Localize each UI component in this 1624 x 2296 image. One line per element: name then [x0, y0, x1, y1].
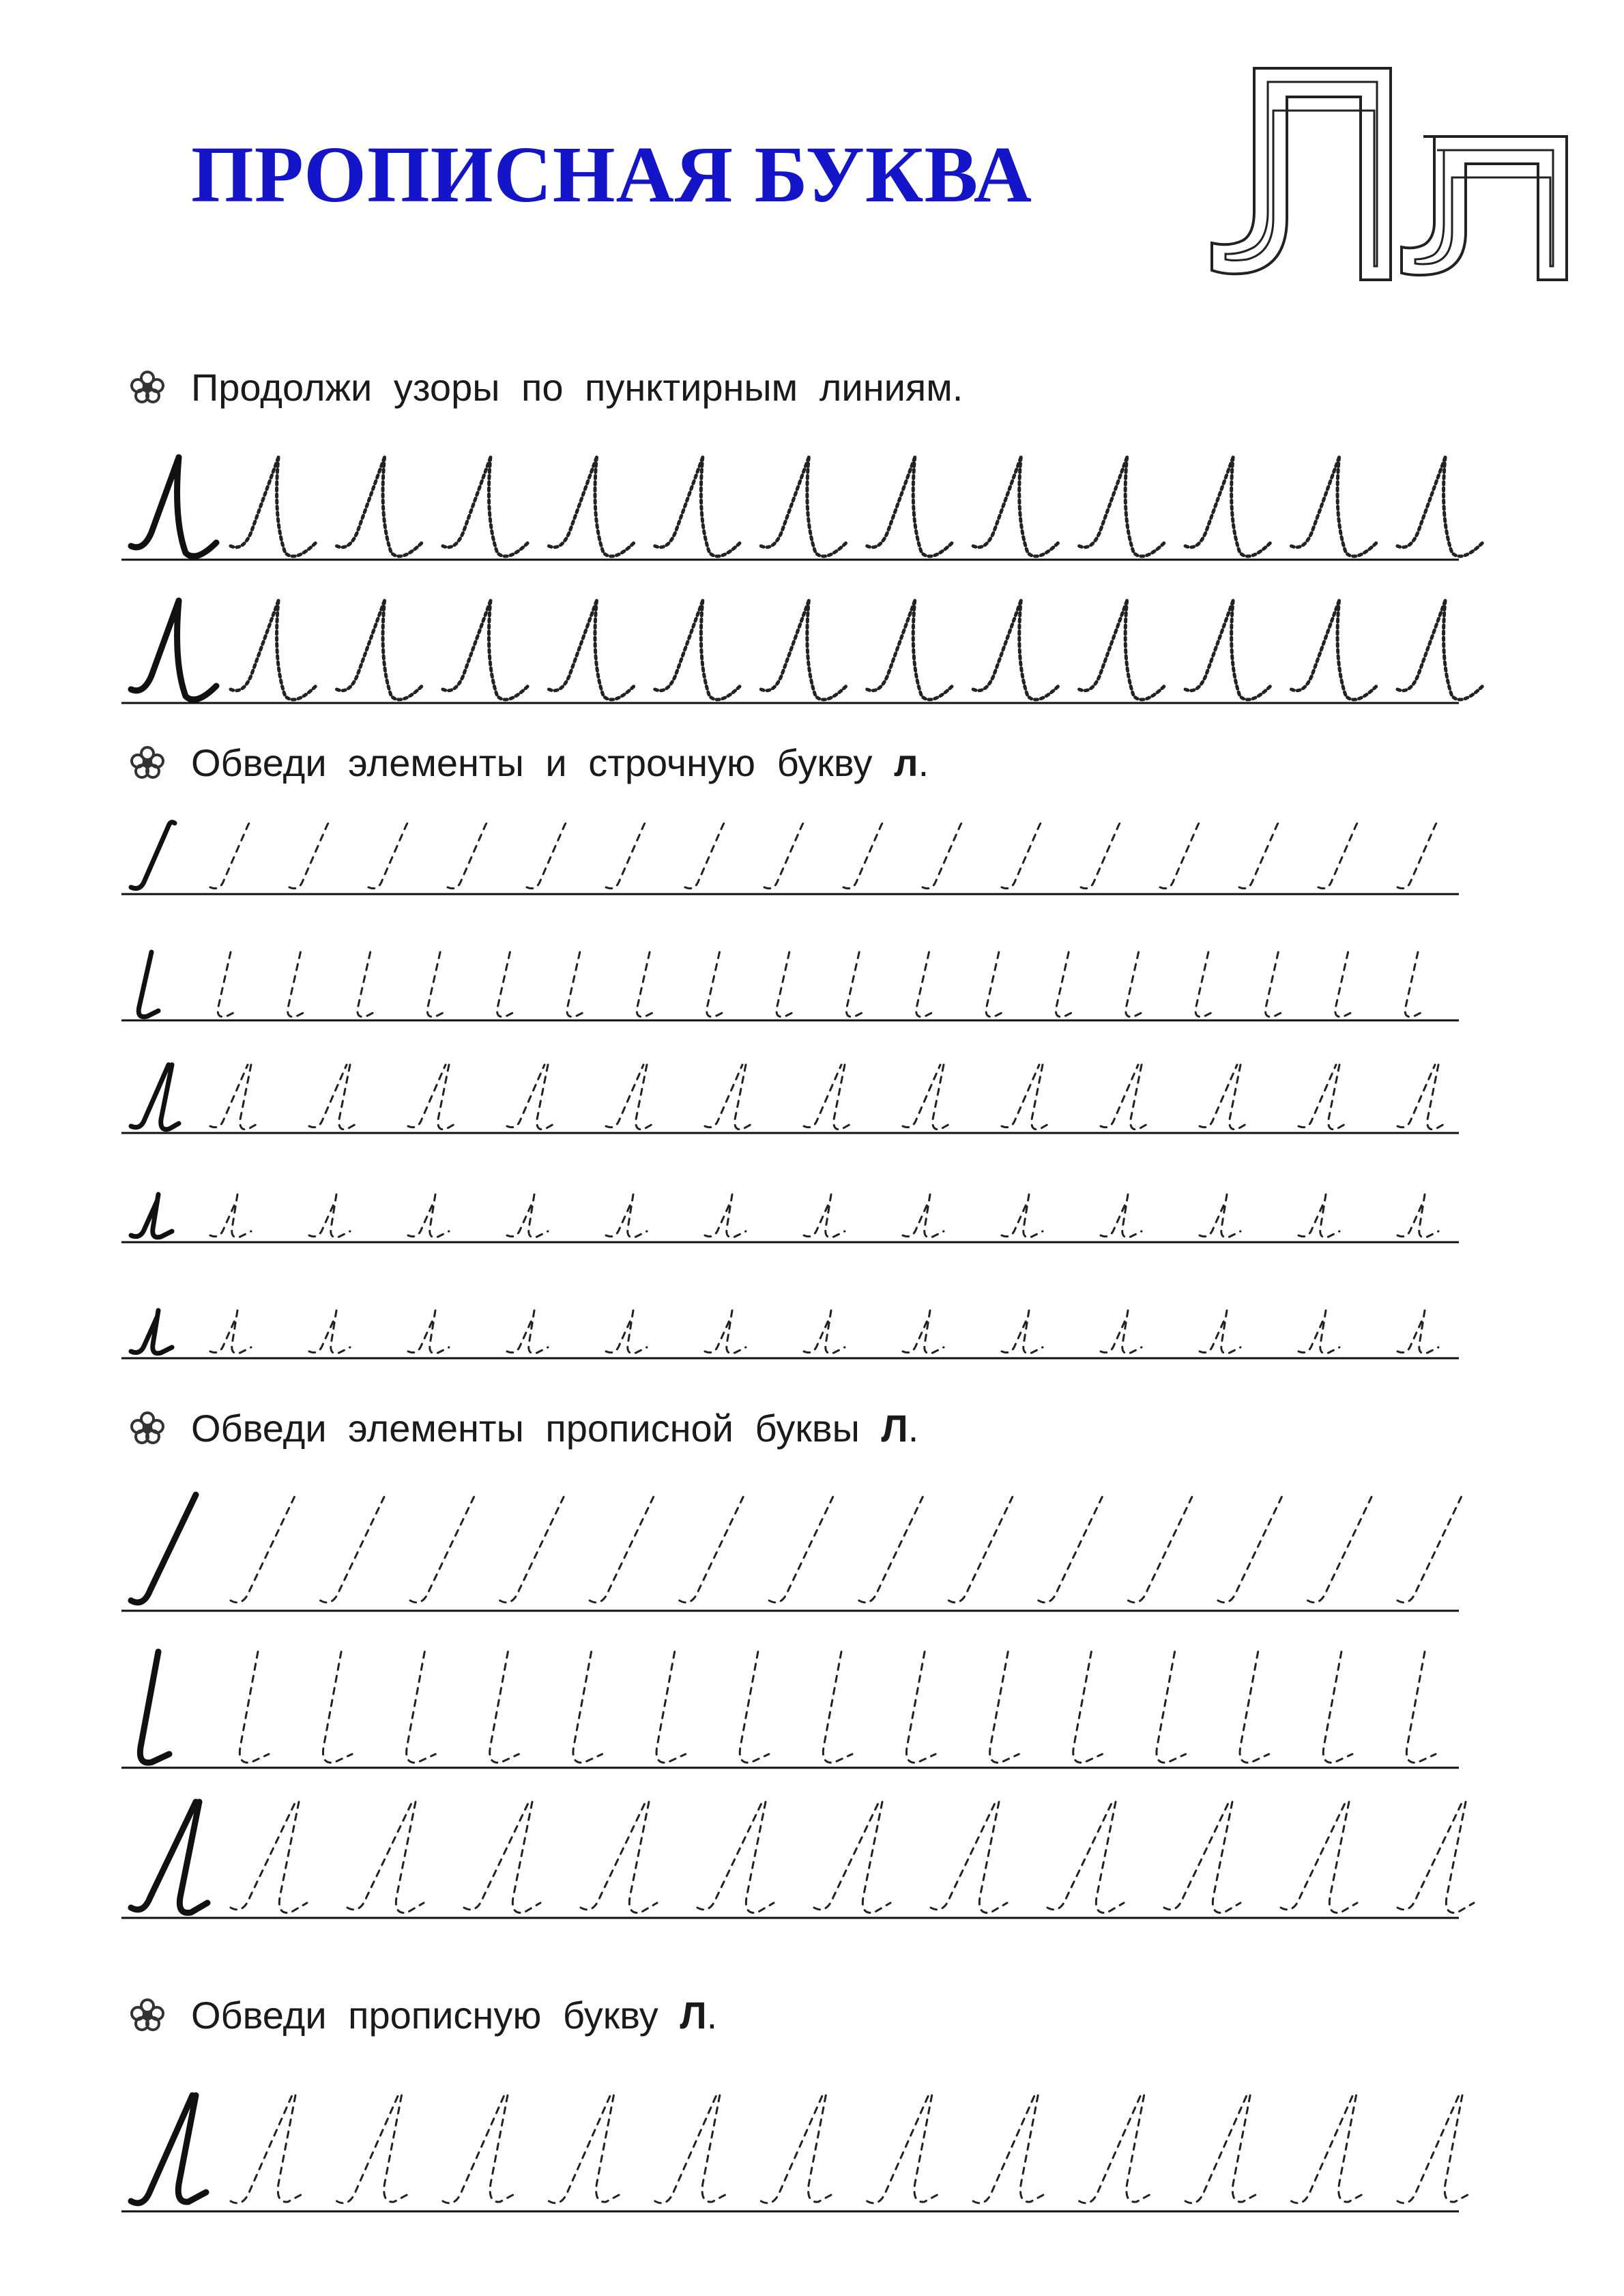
- trace-glyph: [606, 822, 650, 889]
- trace-glyph: [705, 1065, 753, 1130]
- trace-glyph: [1292, 601, 1377, 700]
- trace-glyph: [1002, 1065, 1049, 1130]
- trace-glyph: [323, 1652, 352, 1763]
- practice-row-drawing: [121, 587, 1459, 723]
- trace-glyph: [867, 601, 953, 700]
- pattern-row-1: [121, 444, 1459, 580]
- trace-glyph: [1281, 1802, 1357, 1913]
- instruction-text: Обведи прописную букву: [191, 1994, 680, 2037]
- trace-glyph: [655, 2095, 730, 2203]
- trace-glyph: [1079, 457, 1165, 556]
- trace-glyph: [337, 2095, 412, 2203]
- trace-glyph: [903, 1310, 944, 1353]
- trace-glyph: [769, 1495, 834, 1603]
- trace-glyph: [1079, 2095, 1155, 2203]
- trace-glyph: [289, 822, 333, 889]
- trace-glyph: [1323, 1652, 1352, 1763]
- trace-glyph: [210, 1065, 258, 1130]
- instruction-4: [127, 1993, 717, 2037]
- trace-glyph: [1200, 1065, 1247, 1130]
- trace-glyph: [210, 1194, 251, 1237]
- trace-glyph: [337, 601, 422, 700]
- sample-glyph: [131, 1065, 179, 1130]
- trace-glyph: [1101, 1194, 1142, 1237]
- instruction-letter: Л: [881, 1407, 908, 1450]
- trace-glyph: [1160, 822, 1204, 889]
- trace-glyph: [427, 952, 447, 1017]
- trace-glyph: [1397, 1310, 1438, 1353]
- trace-glyph: [549, 457, 634, 556]
- trace-glyph: [1081, 822, 1125, 889]
- trace-glyph: [903, 1194, 944, 1237]
- trace-glyph: [1318, 822, 1362, 889]
- trace-glyph: [1299, 1065, 1346, 1130]
- trace-glyph: [705, 1310, 746, 1353]
- trace-glyph: [804, 1065, 852, 1130]
- trace-glyph: [1299, 1194, 1339, 1237]
- trace-glyph: [761, 2095, 836, 2203]
- flower-icon: [127, 367, 168, 408]
- trace-glyph: [606, 1310, 647, 1353]
- trace-glyph: [777, 952, 796, 1017]
- trace-glyph: [1039, 1495, 1103, 1603]
- sample-glyph: [131, 2095, 206, 2203]
- trace-glyph: [408, 1065, 456, 1130]
- trace-glyph: [1405, 952, 1425, 1017]
- practice-row-drawing: [121, 444, 1459, 580]
- trace-glyph: [705, 1194, 746, 1237]
- sample-glyph: [131, 457, 216, 556]
- trace-glyph: [1397, 1194, 1438, 1237]
- trace-glyph: [443, 457, 528, 556]
- instruction-letter: л: [894, 741, 918, 784]
- trace-glyph: [1397, 822, 1441, 889]
- trace-glyph: [1056, 952, 1075, 1017]
- practice-row-drawing: [121, 2089, 1459, 2232]
- trace-glyph: [1126, 952, 1146, 1017]
- trace-glyph: [231, 457, 316, 556]
- trace-glyph: [973, 2095, 1048, 2203]
- trace-glyph: [1002, 1310, 1043, 1353]
- trace-glyph: [443, 601, 528, 700]
- practice-row-drawing: [121, 1795, 1459, 1938]
- trace-glyph: [1397, 1495, 1462, 1603]
- trace-glyph: [814, 1802, 890, 1913]
- instruction-text: Обведи элементы и строчную букву: [191, 741, 895, 784]
- outlined-letter-pair: [1206, 61, 1575, 293]
- trace-glyph: [764, 822, 808, 889]
- trace-glyph: [906, 1652, 936, 1763]
- practice-row-drawing: [121, 1488, 1459, 1631]
- trace-glyph: [1185, 2095, 1260, 2203]
- trace-glyph: [590, 1495, 654, 1603]
- sample-glyph: [131, 1495, 196, 1603]
- trace-glyph: [368, 822, 412, 889]
- trace-glyph: [1002, 822, 1045, 889]
- trace-glyph: [1128, 1495, 1193, 1603]
- trace-glyph: [1185, 457, 1271, 556]
- trace-glyph: [1240, 1652, 1269, 1763]
- trace-glyph: [923, 822, 966, 889]
- trace-glyph: [761, 457, 846, 556]
- trace-glyph: [1335, 952, 1355, 1017]
- trace-glyph: [867, 2095, 942, 2203]
- pattern-row-2: [121, 587, 1459, 723]
- practice-row-drawing: [121, 812, 1459, 915]
- trace-glyph: [1185, 601, 1271, 700]
- capital-element-row-1: [121, 1488, 1459, 1631]
- trace-glyph: [500, 1495, 565, 1603]
- trace-glyph: [527, 822, 570, 889]
- trace-glyph: [680, 1495, 744, 1603]
- capital-element-row-2: [121, 1645, 1459, 1788]
- sample-glyph: [139, 952, 158, 1017]
- trace-glyph: [1164, 1802, 1241, 1913]
- trace-glyph: [567, 952, 587, 1017]
- element-row-5: [121, 1276, 1459, 1379]
- trace-glyph: [1157, 1652, 1186, 1763]
- trace-glyph: [1292, 2095, 1367, 2203]
- trace-glyph: [231, 601, 316, 700]
- trace-glyph: [1195, 952, 1215, 1017]
- trace-glyph: [410, 1495, 475, 1603]
- trace-glyph: [1073, 1652, 1103, 1763]
- trace-glyph: [464, 1802, 540, 1913]
- trace-glyph: [740, 1652, 769, 1763]
- trace-glyph: [1406, 1652, 1436, 1763]
- trace-glyph: [1200, 1194, 1241, 1237]
- trace-glyph: [347, 1802, 424, 1913]
- trace-glyph: [507, 1065, 555, 1130]
- trace-glyph: [443, 2095, 518, 2203]
- trace-glyph: [240, 1652, 269, 1763]
- trace-glyph: [973, 601, 1058, 700]
- sample-glyph: [140, 1652, 169, 1763]
- trace-glyph: [990, 1652, 1019, 1763]
- trace-glyph: [1397, 1802, 1474, 1913]
- trace-glyph: [948, 1495, 1013, 1603]
- element-row-4: [121, 1160, 1459, 1263]
- instruction-1: [127, 365, 963, 410]
- instruction-period: .: [908, 1407, 919, 1450]
- trace-glyph: [804, 1194, 845, 1237]
- flower-icon: [127, 1995, 168, 2036]
- trace-glyph: [685, 822, 729, 889]
- practice-row-drawing: [121, 938, 1459, 1041]
- page-title: ПРОПИСНАЯ БУКВА: [191, 130, 1032, 219]
- trace-glyph: [903, 1065, 951, 1130]
- trace-glyph: [1047, 1802, 1124, 1913]
- flower-icon: [127, 743, 168, 784]
- instruction-letter: Л: [680, 1994, 707, 2037]
- trace-glyph: [309, 1194, 350, 1237]
- trace-glyph: [497, 952, 517, 1017]
- trace-glyph: [1308, 1495, 1373, 1603]
- sample-glyph: [131, 1802, 207, 1913]
- trace-glyph: [931, 1802, 1007, 1913]
- trace-glyph: [1218, 1495, 1283, 1603]
- practice-row-drawing: [121, 1160, 1459, 1263]
- trace-glyph: [761, 601, 846, 700]
- capital-letter-row: [121, 2089, 1459, 2232]
- trace-glyph: [507, 1310, 548, 1353]
- trace-glyph: [707, 952, 727, 1017]
- trace-glyph: [231, 2095, 306, 2203]
- trace-glyph: [210, 822, 254, 889]
- sample-glyph: [131, 1194, 172, 1237]
- trace-glyph: [1200, 1310, 1241, 1353]
- trace-glyph: [1266, 952, 1286, 1017]
- instruction-period: .: [918, 741, 929, 784]
- trace-glyph: [288, 952, 308, 1017]
- trace-glyph: [823, 1652, 852, 1763]
- trace-glyph: [606, 1065, 654, 1130]
- trace-glyph: [1079, 601, 1165, 700]
- trace-glyph: [218, 952, 237, 1017]
- trace-glyph: [549, 601, 634, 700]
- trace-glyph: [337, 457, 422, 556]
- trace-glyph: [655, 457, 740, 556]
- trace-glyph: [1239, 822, 1283, 889]
- practice-row-drawing: [121, 1276, 1459, 1379]
- trace-glyph: [655, 601, 740, 700]
- sample-glyph: [131, 601, 216, 700]
- trace-glyph: [1299, 1310, 1339, 1353]
- trace-glyph: [407, 1652, 436, 1763]
- trace-glyph: [1397, 1065, 1445, 1130]
- trace-glyph: [581, 1802, 657, 1913]
- trace-glyph: [321, 1495, 386, 1603]
- capital-element-row-3: [121, 1795, 1459, 1938]
- trace-glyph: [846, 952, 866, 1017]
- trace-glyph: [1002, 1194, 1043, 1237]
- trace-glyph: [1397, 601, 1483, 700]
- trace-glyph: [309, 1310, 350, 1353]
- element-row-3: [121, 1051, 1459, 1153]
- element-row-1: [121, 812, 1459, 915]
- trace-glyph: [1101, 1065, 1148, 1130]
- trace-glyph: [408, 1310, 449, 1353]
- trace-glyph: [549, 2095, 624, 2203]
- trace-glyph: [606, 1194, 647, 1237]
- practice-row-drawing: [121, 1051, 1459, 1153]
- trace-glyph: [408, 1194, 449, 1237]
- trace-glyph: [210, 1310, 251, 1353]
- trace-glyph: [231, 1495, 295, 1603]
- trace-glyph: [1397, 2095, 1473, 2203]
- sample-glyph: [131, 822, 175, 889]
- instruction-text: Продолжи узоры по пунктирным линиям.: [191, 366, 963, 409]
- trace-glyph: [859, 1495, 924, 1603]
- trace-glyph: [697, 1802, 774, 1913]
- trace-glyph: [637, 952, 656, 1017]
- instruction-text: Обведи элементы прописной буквы: [191, 1407, 882, 1450]
- trace-glyph: [448, 822, 491, 889]
- trace-glyph: [309, 1065, 357, 1130]
- instruction-period: .: [706, 1994, 718, 2037]
- trace-glyph: [986, 952, 1006, 1017]
- element-row-2: [121, 938, 1459, 1041]
- trace-glyph: [804, 1310, 845, 1353]
- trace-glyph: [656, 1652, 686, 1763]
- trace-glyph: [358, 952, 377, 1017]
- trace-glyph: [1101, 1310, 1142, 1353]
- trace-glyph: [490, 1652, 519, 1763]
- trace-glyph: [231, 1802, 307, 1913]
- sample-glyph: [131, 1310, 172, 1353]
- trace-glyph: [507, 1194, 548, 1237]
- trace-glyph: [973, 457, 1058, 556]
- flower-icon: [127, 1408, 168, 1449]
- trace-glyph: [867, 457, 953, 556]
- practice-row-drawing: [121, 1645, 1459, 1788]
- trace-glyph: [1292, 457, 1377, 556]
- trace-glyph: [843, 822, 887, 889]
- trace-glyph: [573, 1652, 603, 1763]
- instruction-3: [127, 1406, 918, 1450]
- trace-glyph: [916, 952, 936, 1017]
- trace-glyph: [1397, 457, 1483, 556]
- instruction-2: [127, 741, 929, 785]
